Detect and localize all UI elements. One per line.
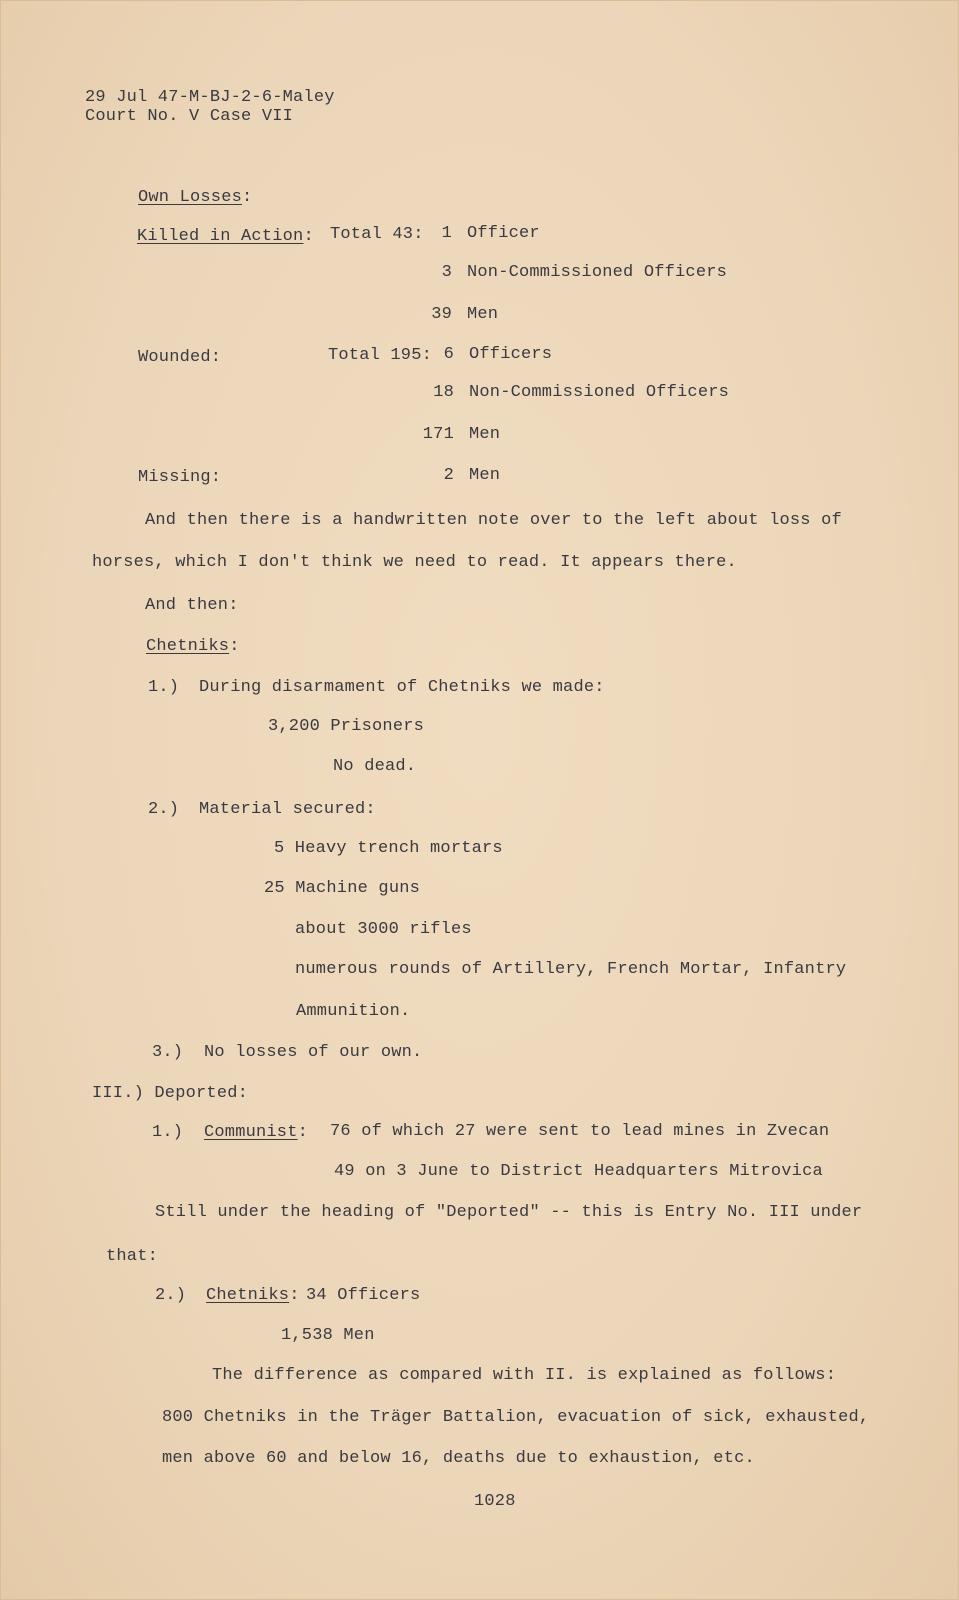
- chetniks-item-1-text: During disarmament of Chetniks we made:: [199, 678, 605, 697]
- deported-heading: III.) Deported:: [92, 1084, 249, 1103]
- wounded-text-2: Non-Commissioned Officers: [469, 383, 730, 402]
- deported-item-1-text-2: 49 on 3 June to District Headquarters Mitrovica: [334, 1162, 823, 1181]
- wounded-text-3: Men: [469, 425, 501, 444]
- own-losses-heading: Own Losses:: [138, 188, 253, 207]
- header-line-1: 29 Jul 47-M-BJ-2-6-Maley: [85, 88, 335, 107]
- deported-item-1-label: Communist:: [204, 1123, 309, 1142]
- deported-item-1-num: 1.): [152, 1123, 184, 1142]
- wounded-n-1: 6: [443, 345, 454, 364]
- still-under-line-1: Still under the heading of "Deported" -- this is Entry No. III under: [155, 1203, 863, 1222]
- chetniks-item-1-num: 1.): [148, 678, 180, 697]
- chetniks-machine-guns: 25 Machine guns: [264, 879, 421, 898]
- missing-label: Missing:: [138, 468, 222, 487]
- deported-item-2-text: 34 Officers: [306, 1286, 421, 1305]
- chetniks-ammo-line-1: numerous rounds of Artillery, French Mortar, Infantry: [295, 960, 847, 979]
- wounded-n-3: 171: [422, 425, 454, 444]
- chetniks-mortars: 5 Heavy trench mortars: [274, 839, 503, 858]
- note-line-1: And then there is a handwritten note over to the left about loss of: [145, 511, 842, 530]
- chetniks-item-2-num: 2.): [148, 800, 180, 819]
- chetniks-ammo-line-2: Ammunition.: [296, 1002, 411, 1021]
- chetniks-no-dead: No dead.: [333, 757, 417, 776]
- chetniks-rifles: about 3000 rifles: [295, 920, 472, 939]
- deported-item-2-num: 2.): [155, 1286, 187, 1305]
- wounded-n-2: 18: [433, 383, 454, 402]
- page-number: 1028: [474, 1492, 516, 1511]
- chetniks-heading: Chetniks:: [146, 637, 240, 656]
- chetniks-item-3-text: No losses of our own.: [204, 1043, 423, 1062]
- still-under-line-2: that:: [106, 1247, 159, 1266]
- difference-line-3: men above 60 and below 16, deaths due to exhaustion, etc.: [162, 1449, 755, 1468]
- killed-n-1: 1: [441, 224, 452, 243]
- killed-text-1: Officer: [467, 224, 540, 243]
- killed-label: Killed in Action:: [137, 227, 314, 246]
- deported-item-2-text-2: 1,538 Men: [281, 1326, 375, 1345]
- deported-item-1-text: 76 of which 27 were sent to lead mines in Zvecan: [330, 1122, 830, 1141]
- missing-text: Men: [469, 466, 501, 485]
- killed-n-2: 3: [441, 263, 452, 282]
- deported-item-2-label: Chetniks:: [206, 1286, 300, 1305]
- difference-line-1: The difference as compared with II. is explained as follows:: [212, 1366, 837, 1385]
- header-line-2: Court No. V Case VII: [85, 107, 294, 126]
- wounded-text-1: Officers: [469, 345, 553, 364]
- difference-line-2: 800 Chetniks in the Träger Battalion, evacuation of sick, exhausted,: [162, 1408, 870, 1427]
- wounded-total: Total 195:: [328, 346, 433, 365]
- killed-n-3: 39: [431, 305, 452, 324]
- and-then: And then:: [145, 596, 239, 615]
- killed-text-3: Men: [467, 305, 499, 324]
- chetniks-prisoners: 3,200 Prisoners: [268, 717, 425, 736]
- missing-n: 2: [443, 466, 454, 485]
- note-line-2: horses, which I don't think we need to read. It appears there.: [92, 553, 737, 572]
- killed-text-2: Non-Commissioned Officers: [467, 263, 728, 282]
- chetniks-item-2-text: Material secured:: [199, 800, 376, 819]
- killed-total: Total 43:: [330, 225, 424, 244]
- chetniks-item-3-num: 3.): [152, 1043, 184, 1062]
- wounded-label: Wounded:: [138, 348, 222, 367]
